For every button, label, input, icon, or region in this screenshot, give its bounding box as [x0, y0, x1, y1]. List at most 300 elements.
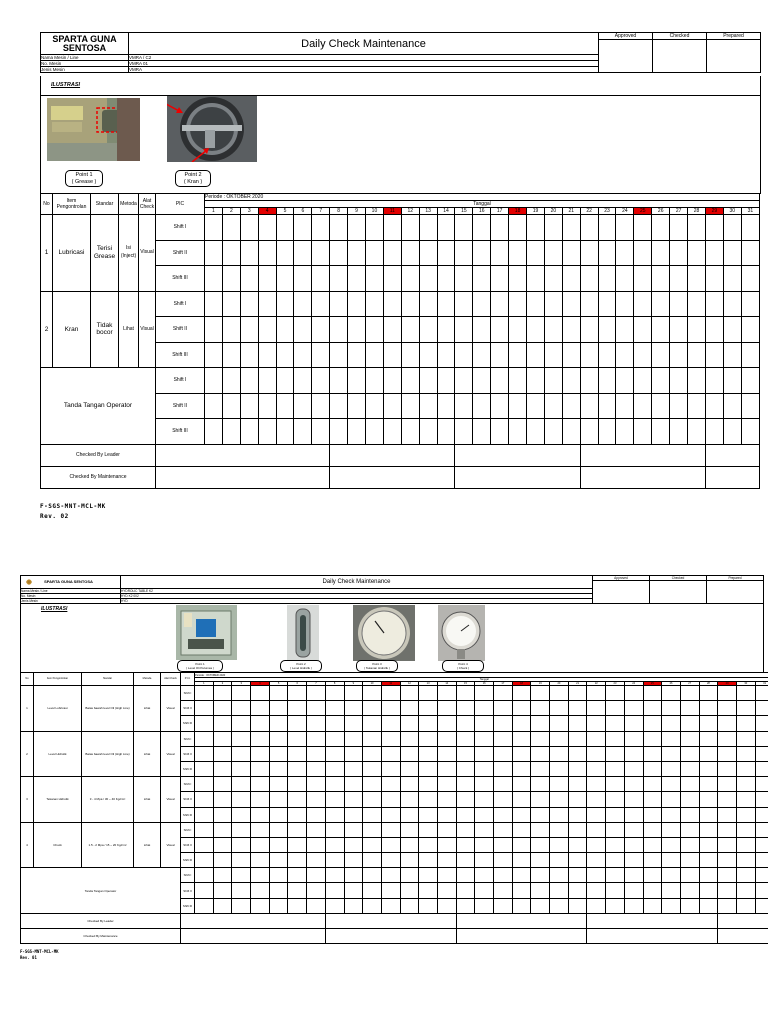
sign-cell[interactable] [232, 883, 251, 898]
check-cell[interactable] [680, 822, 699, 837]
check-cell[interactable] [205, 342, 223, 368]
sign-cell[interactable] [213, 883, 232, 898]
sign-cell[interactable] [550, 898, 569, 913]
check-cell[interactable] [475, 853, 494, 868]
sign-cell[interactable] [755, 883, 768, 898]
check-cell[interactable] [718, 761, 737, 776]
check-cell[interactable] [363, 731, 382, 746]
check-cell[interactable] [688, 317, 706, 343]
check-cell[interactable] [587, 686, 606, 701]
sign-cell[interactable] [606, 883, 625, 898]
check-cell[interactable] [288, 853, 307, 868]
check-cell[interactable] [419, 716, 438, 731]
check-cell[interactable] [616, 291, 634, 317]
check-cell[interactable] [562, 317, 580, 343]
check-cell[interactable] [232, 792, 251, 807]
sign-cell[interactable] [634, 419, 652, 445]
check-cell[interactable] [606, 807, 625, 822]
check-cell[interactable] [366, 215, 384, 241]
check-cell[interactable] [195, 777, 214, 792]
check-cell[interactable] [491, 240, 509, 266]
sign-cell[interactable] [718, 913, 768, 928]
check-cell[interactable] [475, 777, 494, 792]
check-cell[interactable] [251, 761, 270, 776]
sign-cell[interactable] [598, 393, 616, 419]
check-cell[interactable] [670, 291, 688, 317]
check-cell[interactable] [222, 215, 240, 241]
sign-cell[interactable] [544, 393, 562, 419]
check-cell[interactable] [400, 792, 419, 807]
sign-cell[interactable] [587, 913, 718, 928]
check-cell[interactable] [330, 342, 348, 368]
check-cell[interactable] [400, 701, 419, 716]
check-cell[interactable] [662, 807, 681, 822]
check-cell[interactable] [240, 240, 258, 266]
sign-cell[interactable] [325, 913, 456, 928]
sign-cell[interactable] [195, 868, 214, 883]
check-cell[interactable] [755, 777, 768, 792]
check-cell[interactable] [195, 731, 214, 746]
check-cell[interactable] [400, 837, 419, 852]
sign-cell[interactable] [688, 419, 706, 445]
check-cell[interactable] [475, 761, 494, 776]
sign-cell[interactable] [269, 868, 288, 883]
check-cell[interactable] [688, 291, 706, 317]
check-cell[interactable] [400, 686, 419, 701]
sign-cell[interactable] [437, 419, 455, 445]
sign-cell[interactable] [736, 883, 755, 898]
check-cell[interactable] [381, 777, 400, 792]
check-cell[interactable] [381, 686, 400, 701]
check-cell[interactable] [325, 792, 344, 807]
check-cell[interactable] [755, 853, 768, 868]
check-cell[interactable] [455, 342, 473, 368]
check-cell[interactable] [718, 853, 737, 868]
check-cell[interactable] [580, 266, 598, 292]
check-cell[interactable] [662, 792, 681, 807]
sign-cell[interactable] [205, 419, 223, 445]
check-cell[interactable] [437, 716, 456, 731]
check-cell[interactable] [475, 701, 494, 716]
sign-cell[interactable] [383, 368, 401, 394]
check-cell[interactable] [251, 807, 270, 822]
sign-cell[interactable] [344, 868, 363, 883]
check-cell[interactable] [662, 731, 681, 746]
sign-cell[interactable] [598, 368, 616, 394]
sign-cell[interactable] [568, 898, 587, 913]
sign-cell[interactable] [419, 898, 438, 913]
check-cell[interactable] [643, 731, 662, 746]
check-cell[interactable] [307, 777, 326, 792]
check-cell[interactable] [363, 746, 382, 761]
sign-cell[interactable] [383, 393, 401, 419]
check-cell[interactable] [232, 746, 251, 761]
sign-cell[interactable] [718, 898, 737, 913]
check-cell[interactable] [688, 215, 706, 241]
check-cell[interactable] [348, 317, 366, 343]
sign-cell[interactable] [363, 883, 382, 898]
check-cell[interactable] [680, 792, 699, 807]
check-cell[interactable] [232, 853, 251, 868]
check-cell[interactable] [288, 822, 307, 837]
check-cell[interactable] [736, 701, 755, 716]
check-cell[interactable] [363, 792, 382, 807]
check-cell[interactable] [456, 746, 475, 761]
check-cell[interactable] [652, 291, 670, 317]
check-cell[interactable] [544, 215, 562, 241]
check-cell[interactable] [348, 240, 366, 266]
sign-cell[interactable] [400, 883, 419, 898]
check-cell[interactable] [222, 342, 240, 368]
check-cell[interactable] [509, 215, 527, 241]
check-cell[interactable] [401, 215, 419, 241]
check-cell[interactable] [419, 807, 438, 822]
check-cell[interactable] [325, 701, 344, 716]
check-cell[interactable] [240, 215, 258, 241]
check-cell[interactable] [680, 716, 699, 731]
check-cell[interactable] [662, 837, 681, 852]
check-cell[interactable] [531, 716, 550, 731]
check-cell[interactable] [401, 291, 419, 317]
check-cell[interactable] [512, 731, 531, 746]
check-cell[interactable] [699, 701, 718, 716]
sign-cell[interactable] [456, 913, 587, 928]
check-cell[interactable] [456, 731, 475, 746]
check-cell[interactable] [550, 761, 569, 776]
check-cell[interactable] [531, 807, 550, 822]
sign-cell[interactable] [509, 419, 527, 445]
check-cell[interactable] [699, 807, 718, 822]
check-cell[interactable] [288, 716, 307, 731]
sign-cell[interactable] [381, 898, 400, 913]
check-cell[interactable] [598, 317, 616, 343]
check-cell[interactable] [550, 853, 569, 868]
check-cell[interactable] [652, 342, 670, 368]
sheet1-prepared-sign[interactable] [707, 40, 761, 73]
sign-cell[interactable] [366, 393, 384, 419]
check-cell[interactable] [527, 266, 545, 292]
check-cell[interactable] [288, 701, 307, 716]
check-cell[interactable] [718, 746, 737, 761]
sign-cell[interactable] [330, 419, 348, 445]
check-cell[interactable] [550, 746, 569, 761]
sign-cell[interactable] [344, 898, 363, 913]
check-cell[interactable] [475, 792, 494, 807]
sheet1-checked-sign[interactable] [653, 40, 707, 73]
check-cell[interactable] [562, 342, 580, 368]
check-cell[interactable] [276, 317, 294, 343]
check-cell[interactable] [550, 837, 569, 852]
check-cell[interactable] [473, 342, 491, 368]
check-cell[interactable] [437, 686, 456, 701]
check-cell[interactable] [562, 291, 580, 317]
check-cell[interactable] [383, 266, 401, 292]
check-cell[interactable] [643, 807, 662, 822]
check-cell[interactable] [366, 240, 384, 266]
check-cell[interactable] [437, 777, 456, 792]
check-cell[interactable] [400, 807, 419, 822]
check-cell[interactable] [456, 822, 475, 837]
check-cell[interactable] [606, 777, 625, 792]
check-cell[interactable] [344, 716, 363, 731]
sign-cell[interactable] [363, 898, 382, 913]
sign-cell[interactable] [348, 393, 366, 419]
check-cell[interactable] [381, 761, 400, 776]
check-cell[interactable] [419, 777, 438, 792]
sign-cell[interactable] [475, 898, 494, 913]
check-cell[interactable] [456, 761, 475, 776]
sign-cell[interactable] [580, 466, 705, 488]
check-cell[interactable] [232, 822, 251, 837]
check-cell[interactable] [381, 701, 400, 716]
check-cell[interactable] [307, 761, 326, 776]
check-cell[interactable] [680, 746, 699, 761]
check-cell[interactable] [662, 701, 681, 716]
check-cell[interactable] [688, 240, 706, 266]
check-cell[interactable] [598, 240, 616, 266]
check-cell[interactable] [344, 822, 363, 837]
check-cell[interactable] [699, 853, 718, 868]
check-cell[interactable] [598, 291, 616, 317]
check-cell[interactable] [616, 215, 634, 241]
check-cell[interactable] [512, 792, 531, 807]
sign-cell[interactable] [419, 368, 437, 394]
sign-cell[interactable] [670, 393, 688, 419]
check-cell[interactable] [195, 807, 214, 822]
check-cell[interactable] [240, 266, 258, 292]
sheet2-prepared-sign[interactable] [707, 581, 764, 604]
check-cell[interactable] [616, 342, 634, 368]
sign-cell[interactable] [195, 883, 214, 898]
check-cell[interactable] [527, 317, 545, 343]
sheet2-checked-sign[interactable] [650, 581, 707, 604]
check-cell[interactable] [307, 792, 326, 807]
check-cell[interactable] [527, 240, 545, 266]
check-cell[interactable] [550, 822, 569, 837]
check-cell[interactable] [419, 215, 437, 241]
sign-cell[interactable] [437, 868, 456, 883]
sign-cell[interactable] [400, 868, 419, 883]
sign-cell[interactable] [616, 368, 634, 394]
sign-cell[interactable] [680, 883, 699, 898]
sign-cell[interactable] [473, 419, 491, 445]
check-cell[interactable] [251, 792, 270, 807]
sign-cell[interactable] [437, 393, 455, 419]
check-cell[interactable] [550, 731, 569, 746]
sign-cell[interactable] [634, 393, 652, 419]
check-cell[interactable] [550, 792, 569, 807]
check-cell[interactable] [437, 342, 455, 368]
check-cell[interactable] [455, 215, 473, 241]
check-cell[interactable] [419, 731, 438, 746]
sign-cell[interactable] [294, 393, 312, 419]
check-cell[interactable] [437, 317, 455, 343]
sign-cell[interactable] [662, 898, 681, 913]
check-cell[interactable] [307, 686, 326, 701]
check-cell[interactable] [312, 291, 330, 317]
check-cell[interactable] [269, 853, 288, 868]
sign-cell[interactable] [222, 368, 240, 394]
check-cell[interactable] [276, 266, 294, 292]
check-cell[interactable] [363, 853, 382, 868]
check-cell[interactable] [718, 837, 737, 852]
check-cell[interactable] [736, 716, 755, 731]
check-cell[interactable] [344, 761, 363, 776]
sign-cell[interactable] [419, 393, 437, 419]
check-cell[interactable] [662, 853, 681, 868]
check-cell[interactable] [598, 215, 616, 241]
sign-cell[interactable] [544, 419, 562, 445]
check-cell[interactable] [624, 701, 643, 716]
sign-cell[interactable] [330, 466, 455, 488]
check-cell[interactable] [705, 342, 723, 368]
sign-cell[interactable] [527, 419, 545, 445]
sign-cell[interactable] [580, 393, 598, 419]
check-cell[interactable] [616, 240, 634, 266]
check-cell[interactable] [587, 701, 606, 716]
check-cell[interactable] [568, 822, 587, 837]
check-cell[interactable] [662, 777, 681, 792]
check-cell[interactable] [213, 746, 232, 761]
check-cell[interactable] [307, 837, 326, 852]
sign-cell[interactable] [455, 444, 580, 466]
check-cell[interactable] [705, 240, 723, 266]
sign-cell[interactable] [240, 419, 258, 445]
sign-cell[interactable] [419, 868, 438, 883]
sign-cell[interactable] [680, 868, 699, 883]
check-cell[interactable] [258, 215, 276, 241]
check-cell[interactable] [531, 731, 550, 746]
check-cell[interactable] [562, 215, 580, 241]
check-cell[interactable] [568, 837, 587, 852]
check-cell[interactable] [383, 342, 401, 368]
check-cell[interactable] [512, 853, 531, 868]
check-cell[interactable] [419, 792, 438, 807]
check-cell[interactable] [652, 317, 670, 343]
check-cell[interactable] [400, 731, 419, 746]
check-cell[interactable] [258, 342, 276, 368]
check-cell[interactable] [670, 342, 688, 368]
check-cell[interactable] [718, 716, 737, 731]
check-cell[interactable] [269, 837, 288, 852]
check-cell[interactable] [400, 822, 419, 837]
check-cell[interactable] [344, 777, 363, 792]
check-cell[interactable] [294, 342, 312, 368]
check-cell[interactable] [325, 716, 344, 731]
check-cell[interactable] [494, 822, 513, 837]
check-cell[interactable] [643, 777, 662, 792]
check-cell[interactable] [344, 837, 363, 852]
check-cell[interactable] [307, 853, 326, 868]
sign-cell[interactable] [437, 883, 456, 898]
check-cell[interactable] [232, 837, 251, 852]
check-cell[interactable] [456, 792, 475, 807]
check-cell[interactable] [288, 731, 307, 746]
check-cell[interactable] [325, 777, 344, 792]
check-cell[interactable] [437, 837, 456, 852]
sign-cell[interactable] [587, 868, 606, 883]
check-cell[interactable] [330, 215, 348, 241]
check-cell[interactable] [491, 342, 509, 368]
sign-cell[interactable] [181, 928, 326, 943]
sign-cell[interactable] [587, 883, 606, 898]
check-cell[interactable] [544, 317, 562, 343]
check-cell[interactable] [348, 266, 366, 292]
sign-cell[interactable] [348, 419, 366, 445]
sign-cell[interactable] [269, 883, 288, 898]
check-cell[interactable] [699, 761, 718, 776]
check-cell[interactable] [606, 731, 625, 746]
check-cell[interactable] [670, 266, 688, 292]
check-cell[interactable] [544, 240, 562, 266]
check-cell[interactable] [550, 686, 569, 701]
check-cell[interactable] [688, 266, 706, 292]
sign-cell[interactable] [455, 393, 473, 419]
check-cell[interactable] [475, 746, 494, 761]
check-cell[interactable] [205, 240, 223, 266]
check-cell[interactable] [634, 342, 652, 368]
check-cell[interactable] [580, 342, 598, 368]
sign-cell[interactable] [325, 868, 344, 883]
check-cell[interactable] [699, 731, 718, 746]
check-cell[interactable] [624, 716, 643, 731]
check-cell[interactable] [662, 761, 681, 776]
check-cell[interactable] [699, 746, 718, 761]
check-cell[interactable] [475, 731, 494, 746]
sign-cell[interactable] [741, 393, 759, 419]
check-cell[interactable] [294, 240, 312, 266]
check-cell[interactable] [755, 822, 768, 837]
check-cell[interactable] [718, 777, 737, 792]
check-cell[interactable] [616, 317, 634, 343]
sign-cell[interactable] [491, 393, 509, 419]
check-cell[interactable] [363, 701, 382, 716]
check-cell[interactable] [670, 240, 688, 266]
check-cell[interactable] [195, 716, 214, 731]
sign-cell[interactable] [494, 868, 513, 883]
check-cell[interactable] [606, 686, 625, 701]
sign-cell[interactable] [330, 444, 455, 466]
check-cell[interactable] [381, 822, 400, 837]
sign-cell[interactable] [251, 898, 270, 913]
check-cell[interactable] [741, 317, 759, 343]
sign-cell[interactable] [509, 368, 527, 394]
check-cell[interactable] [550, 701, 569, 716]
sign-cell[interactable] [156, 466, 330, 488]
check-cell[interactable] [531, 761, 550, 776]
check-cell[interactable] [755, 716, 768, 731]
check-cell[interactable] [662, 716, 681, 731]
check-cell[interactable] [634, 266, 652, 292]
check-cell[interactable] [475, 822, 494, 837]
check-cell[interactable] [705, 291, 723, 317]
check-cell[interactable] [437, 291, 455, 317]
check-cell[interactable] [512, 807, 531, 822]
sign-cell[interactable] [232, 898, 251, 913]
check-cell[interactable] [307, 716, 326, 731]
check-cell[interactable] [232, 731, 251, 746]
check-cell[interactable] [736, 777, 755, 792]
check-cell[interactable] [213, 792, 232, 807]
check-cell[interactable] [269, 731, 288, 746]
sign-cell[interactable] [587, 928, 718, 943]
check-cell[interactable] [344, 792, 363, 807]
check-cell[interactable] [494, 761, 513, 776]
check-cell[interactable] [643, 822, 662, 837]
check-cell[interactable] [531, 792, 550, 807]
sign-cell[interactable] [276, 393, 294, 419]
sign-cell[interactable] [755, 898, 768, 913]
